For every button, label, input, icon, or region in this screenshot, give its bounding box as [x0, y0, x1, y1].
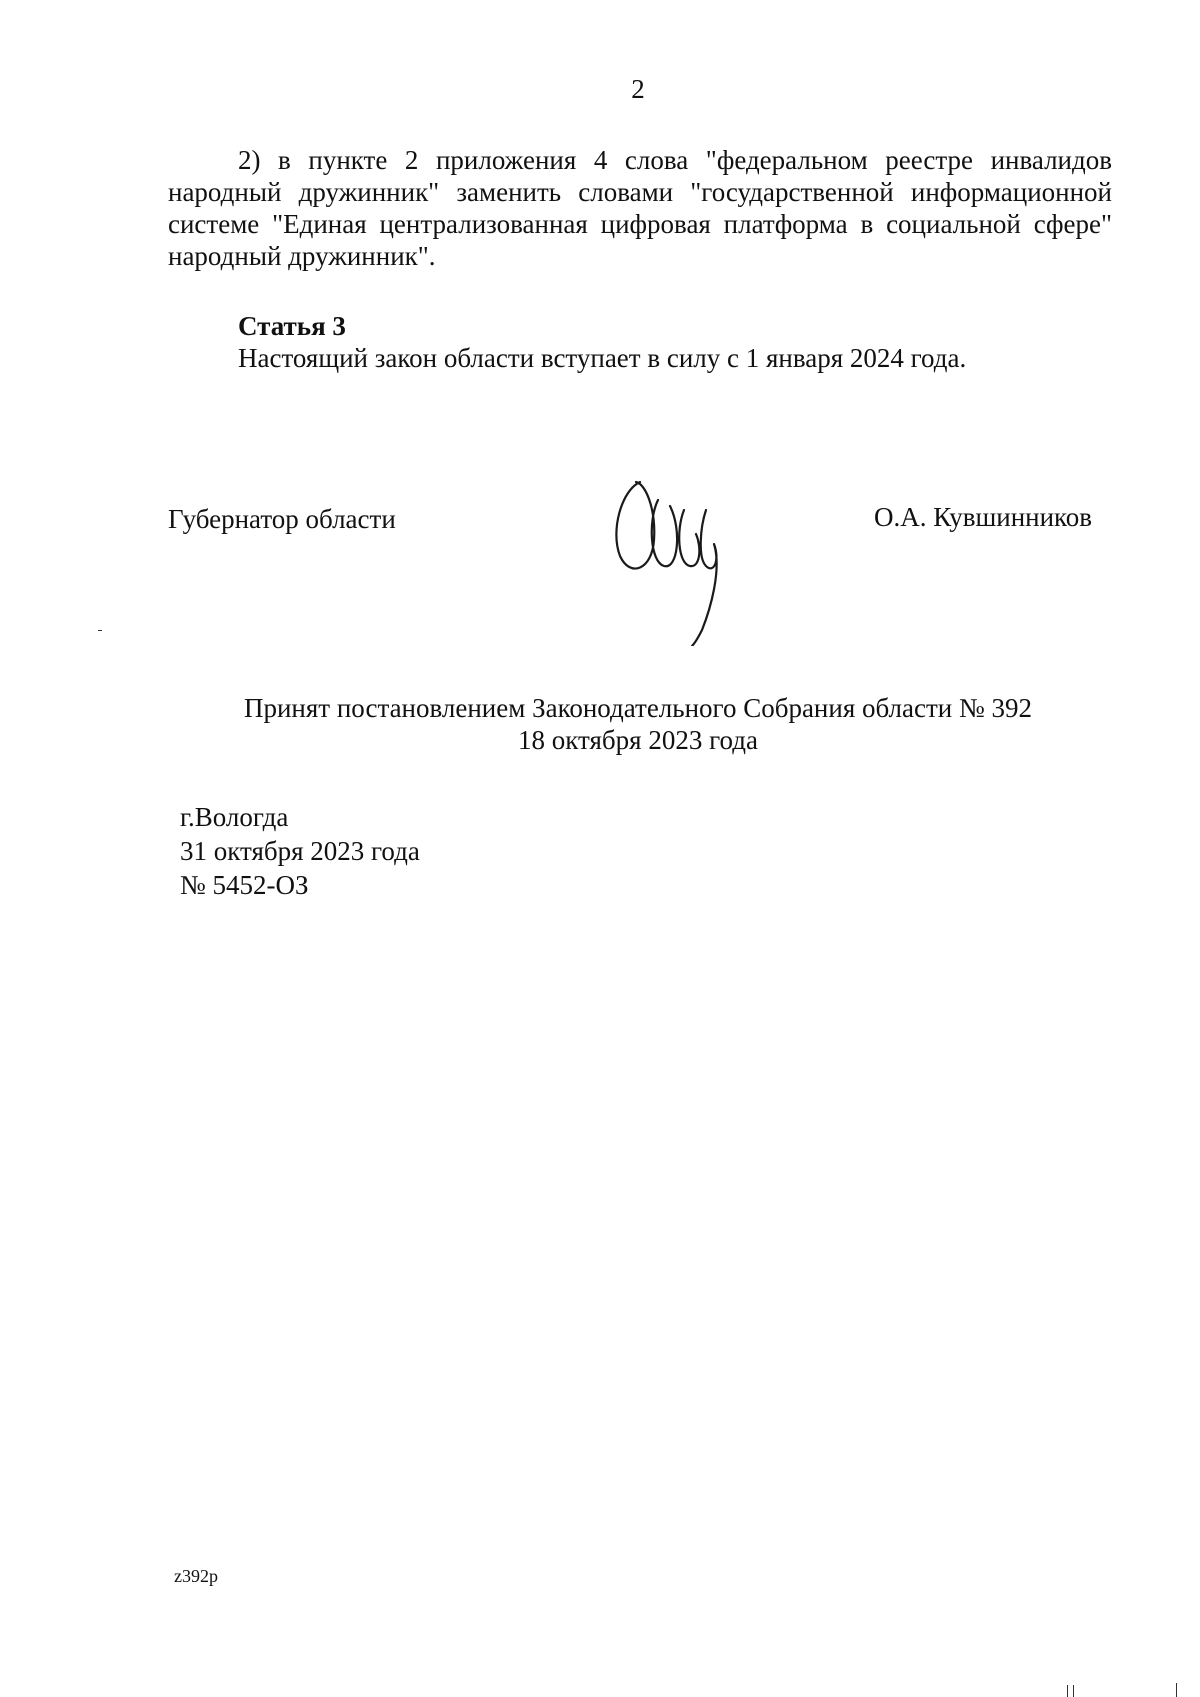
place-city: г.Вологда: [180, 802, 289, 832]
place-date: 31 октября 2023 года: [180, 836, 420, 866]
page-number: 2: [631, 74, 645, 104]
scan-mark: [1067, 1685, 1068, 1697]
adoption-note: [0, 692, 1200, 756]
law-number: № 5452-ОЗ: [180, 870, 309, 900]
governor-title: Губернатор области: [168, 504, 396, 534]
adoption-line-2: 18 октября 2023 года: [518, 725, 758, 755]
amendment-paragraph: 2) в пункте 2 приложения 4 слова "федеральном реестре инвалидов народный дружинник" заменить словами "государственной информационной системе "Единая централизованная цифровая платформа в социальной сфере" народный дружинник".: [168, 145, 1112, 271]
scan-mark: [98, 630, 102, 631]
article-heading: Статья 3: [238, 311, 346, 341]
article-body: Настоящий закон области вступает в силу с 1 января 2024 года.: [238, 343, 967, 373]
signature-icon: [602, 470, 742, 646]
document-code: z392p: [174, 1566, 218, 1586]
place-date-block: [180, 800, 420, 902]
adoption-line-1: Принят постановлением Законодательного Собрания области № 392: [243, 693, 1033, 723]
scan-mark: [1176, 1683, 1177, 1697]
scan-mark: [1073, 1685, 1074, 1697]
governor-name: О.А. Кувшинников: [874, 502, 1093, 532]
